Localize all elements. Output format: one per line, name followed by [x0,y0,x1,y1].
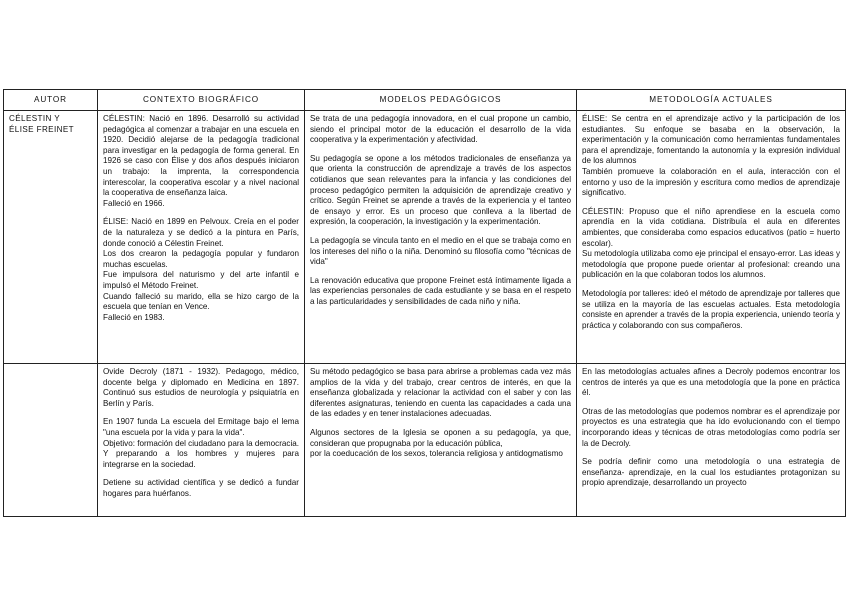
modelos-paragraph: La renovación educativa que propone Freinet está íntimamente ligada a las experiencias personales de cada estudiante y se basa en el respeto a las particularidades y sensibilidades de cada niño y niña. [310,275,571,306]
autor-cell [4,364,98,517]
contexto-paragraph: Falleció en 1983. [103,312,165,322]
contexto-paragraph: Cuando falleció su marido, ella se hizo cargo de la escuela que tenían en Vence. [103,291,299,312]
contexto-cell [98,364,305,517]
modelos-cell [305,111,577,364]
contexto-paragraph: Fue impulsora del naturismo y del arte infantil e impulsó el Método Freinet. [103,270,299,290]
autor-line: CÉLESTIN Y [9,114,61,123]
autor-line: ÉLISE FREINET [9,124,75,134]
metodologia-paragraph: En las metodologías actuales afines a Decroly podemos encontrar los centros de interés ya que es una metodología que la pone en práctica él. [582,367,840,398]
contexto-paragraph: Ovide Decroly (1871 - 1932). Pedagogo, médico, docente belga y diplomado en Medicina en 1897. Continuó sus estudios de neurología y psiquiatría en Berlín y París. [103,367,299,408]
table-row [4,111,846,364]
metodologia-paragraph: CÉLESTIN: Propuso que el niño aprendiese en la escuela como aprendía en la vida cotidiana. Distribuía el aula en diferentes ambientes, que consideraba como espacios educativos (patio = huerto escolar). [582,206,840,248]
modelos-paragraph: Su método pedagógico se basa para abrirse a problemas cada vez más amplios de la vida y del trabajo, crear centros de interés, en que la enseñanza globalizada y relacionar la actividad con el saber y con las diferentes asignaturas, teniendo en cuenta las capacidades a cada una de las edades y en tener instalaciones adecuadas. [310,367,571,419]
metodologia-cell [577,364,846,517]
contexto-paragraph: Falleció en 1966. [103,198,165,208]
modelos-paragraph: por la coeducación de los sexos, tolerancia religiosa y antidogmatismo [310,449,563,459]
modelos-paragraph: Se trata de una pedagogía innovadora, en el cual propone un cambio, siendo el principal motor de la educación el desarrollo de la vida cooperativa y la experimentación y afectividad. [310,114,571,145]
metodologia-paragraph: Otras de las metodologías que podemos nombrar es el aprendizaje por proyectos es una estrategia que ha ido evolucionando con el tiempo incorporando ideas y técnicas de otras metodologías como podría ser la de Decroly. [582,406,840,448]
contexto-paragraph: En 1907 funda La escuela del Ermitage bajo el lema "una escuela por la vida y para la vida". [103,417,299,437]
metodologia-cell [577,111,846,364]
metodologia-paragraph: Se podría definir como una metodología o una estrategia de enseñanza- aprendizaje, en la cual los estudiantes protagonizan su propio aprendizaje, desarrollando un proyecto [582,457,840,488]
modelos-paragraph: Algunos sectores de la Iglesia se oponen a su pedagogía, ya que, consideran que propugnaba por la educación pública, [310,427,571,448]
metodologia-paragraph: También promueve la colaboración en el aula, interacción con el entorno y uso de la impresión y escritura como medios de aprendizaje significativo. [582,166,840,198]
contexto-paragraph: ÉLISE: Nació en 1899 en Pelvoux. Creía en el poder de la naturaleza y se dedicó a la pintura en París, donde conoció a Célestin Freinet. [103,217,299,248]
header-modelos-pedagogicos: MODELOS PEDAGÓGICOS [305,90,577,111]
metodologia-paragraph: Metodología por talleres: ideó el método de aprendizaje por talleres que se utiliza en la mayoría de las escuelas actuales. Esta metodología consiste en aprender a través de la propia experiencia, uniendo teoría y práctica y colaborando con sus compañeros. [582,288,840,330]
modelos-cell [305,364,577,517]
autor-cell [4,111,98,364]
contexto-cell [98,111,305,364]
header-row [4,90,846,111]
header-contexto-biografico: CONTEXTO BIOGRÁFICO [98,90,305,111]
contexto-paragraph: Los dos crearon la pedagogía popular y fundaron muchas escuelas. [103,249,299,269]
contexto-paragraph: Detiene su actividad científica y se dedicó a fundar hogares para huérfanos. [103,478,299,498]
header-metodologia-actuales: METODOLOGÍA ACTUALES [577,90,846,111]
metodologia-paragraph: ÉLISE: Se centra en el aprendizaje activo y la participación de los estudiantes. Su enfoque se basaba en la observación, la experimentación y la comunicación como herramientas fundamentales para el aprendizaje, fomentando la autonomía y la expresión individual de los alumnos [582,114,840,166]
modelos-paragraph: Su pedagogía se opone a los métodos tradicionales de enseñanza ya que orienta la construcción de aprendizaje a través de los aspectos cotidianos que sean relevantes para la infancia y las condiciones del proceso pedagógico permiten la adquisición de aprendizaje creativo y crítico. Según Freinet se aprende a través de la experiencia y el tanteo de ensayo y error. Es un proceso que conlleva a la libertad de expresión, la cooperación, la investigación y la experimentación. [310,153,571,227]
contexto-paragraph: Objetivo: formación del ciudadano para la democracia. Y preparando a los hombres y mujeres para integrarse en la sociedad. [103,438,299,469]
modelos-paragraph: La pedagogía se vincula tanto en el medio en el que se trabaja como en los intereses del niño o la niña. Denominó su filosofía como "técnicas de vida" [310,235,571,267]
header-autor: AUTOR [4,90,98,111]
metodologia-paragraph: Su metodología utilizaba como eje principal el ensayo-error. Las ideas y metodología que propone puede orientar al profesional: creando una publicación en la que colaboran todos los alumnos. [582,249,840,280]
contexto-paragraph: CÉLESTIN: Nació en 1896. Desarrolló su actividad pedagógica al comenzar a trabajar en una escuela en 1920. Decidió alejarse de la pedagogía tradicional para investigar en la pedagogía de forma general. En 1926 se caso con Élise y dos años después iniciaron un trabajo: la imprenta, la correspondencia interescolar, la cooperativa escolar y a nivel nacional la cooperativa de enseñanza laica. [103,114,299,198]
pedagogy-table [3,89,846,517]
table-row [4,364,846,517]
